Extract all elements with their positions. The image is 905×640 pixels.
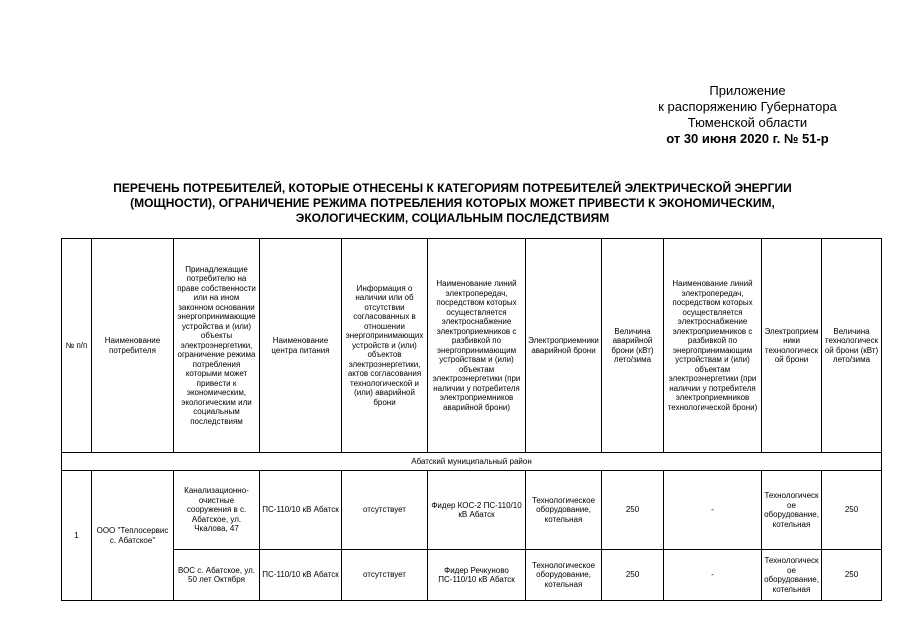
header-emergency-value: Величина аварийной брони (кВт) лето/зима: [602, 239, 664, 453]
appendix-label: Приложение: [709, 83, 786, 98]
consumer-name: ООО "Теплосервис с. Абатское": [92, 471, 174, 601]
emergency-line-cell: Фидер КОС-2 ПС-110/10 кВ Абатск: [428, 471, 526, 550]
emergency-receivers-cell: Технологическое оборудование, котельная: [526, 471, 602, 550]
district-row: [62, 453, 882, 471]
acts-cell: отсутствует: [342, 550, 428, 601]
object-cell: ВОС с. Абатское, ул. 50 лет Октября: [174, 550, 260, 601]
header-emergency-receivers: Электроприемники аварийной брони: [526, 239, 602, 453]
acts-cell: отсутствует: [342, 471, 428, 550]
appendix-region: Тюменской области: [687, 115, 808, 130]
header-acts-info: Информация о наличии или об отсутствии согласованных в отношении энергопринимающих устройств и (или) объектов электроэнергетики, актов согласования технологической и (или) аварийной брони: [342, 239, 428, 453]
document-title: [60, 181, 845, 226]
tech-receivers-cell: Технологическое оборудование, котельная: [762, 550, 822, 601]
tech-value-cell: 250: [822, 471, 882, 550]
emergency-line-cell: Фидер Речкуново ПС-110/10 кВ Абатск: [428, 550, 526, 601]
header-tech-receivers: Электроприемники технологической брони: [762, 239, 822, 453]
appendix-block: [640, 83, 855, 147]
emergency-value-cell: 250: [602, 550, 664, 601]
table-row: [62, 471, 882, 550]
power-center-cell: ПС-110/10 кВ Абатск: [260, 550, 342, 601]
consumer-table: [61, 238, 882, 601]
emergency-receivers-cell: Технологическое оборудование, котельная: [526, 550, 602, 601]
appendix-order-date: от 30 июня 2020 г. № 51-р: [666, 131, 829, 146]
power-center-cell: ПС-110/10 кВ Абатск: [260, 471, 342, 550]
title-line-2: (МОЩНОСТИ), ОГРАНИЧЕНИЕ РЕЖИМА ПОТРЕБЛЕНИЯ КОТОРЫХ МОЖЕТ ПРИВЕСТИ К ЭКОНОМИЧЕСКИМ,: [130, 196, 775, 210]
header-emergency-lines: Наименование линий электропередач, посредством которых осуществляется электроснабжение электроприемников с разбивкой по энергопринимающим устройствам и (или) объектам электроэнергетики (при наличии у потребителя электроприемников аварийной брони): [428, 239, 526, 453]
table-row: [62, 550, 882, 601]
header-num: № п/п: [62, 239, 92, 453]
district-name: Абатский муниципальный район: [62, 453, 882, 471]
title-line-3: ЭКОЛОГИЧЕСКИМ, СОЦИАЛЬНЫМ ПОСЛЕДСТВИЯМ: [295, 211, 610, 225]
header-devices: Принадлежащие потребителю на праве собственности или на ином законном основании энергопринимающие устройства и (или) объекты электроэнергетики, ограничение режима потребления которыми может привести к экономическим, экологическим или социальным последствиям: [174, 239, 260, 453]
header-tech-value: Величина технологической брони (кВт) лето/зима: [822, 239, 882, 453]
header-power-center: Наименование центра питания: [260, 239, 342, 453]
object-cell: Канализационно-очистные сооружения в с. Абатское, ул. Чкалова, 47: [174, 471, 260, 550]
emergency-value-cell: 250: [602, 471, 664, 550]
header-row: [62, 239, 882, 453]
tech-line-cell: -: [664, 471, 762, 550]
row-number: 1: [62, 471, 92, 601]
tech-receivers-cell: Технологическое оборудование, котельная: [762, 471, 822, 550]
appendix-decree-ref: к распоряжению Губернатора: [658, 99, 837, 114]
header-consumer-name: Наименование потребителя: [92, 239, 174, 453]
tech-value-cell: 250: [822, 550, 882, 601]
title-line-1: ПЕРЕЧЕНЬ ПОТРЕБИТЕЛЕЙ, КОТОРЫЕ ОТНЕСЕНЫ К КАТЕГОРИЯМ ПОТРЕБИТЕЛЕЙ ЭЛЕКТРИЧЕСКОЙ ЭНЕРГИИ: [113, 181, 792, 195]
header-tech-lines: Наименование линий электропередач, посредством которых осуществляется электроснабжение электроприемников с разбивкой по энергопринимающим устройствам и (или) объектам электроэнергетики (при наличии у потребителя электроприемников технологической брони): [664, 239, 762, 453]
tech-line-cell: -: [664, 550, 762, 601]
